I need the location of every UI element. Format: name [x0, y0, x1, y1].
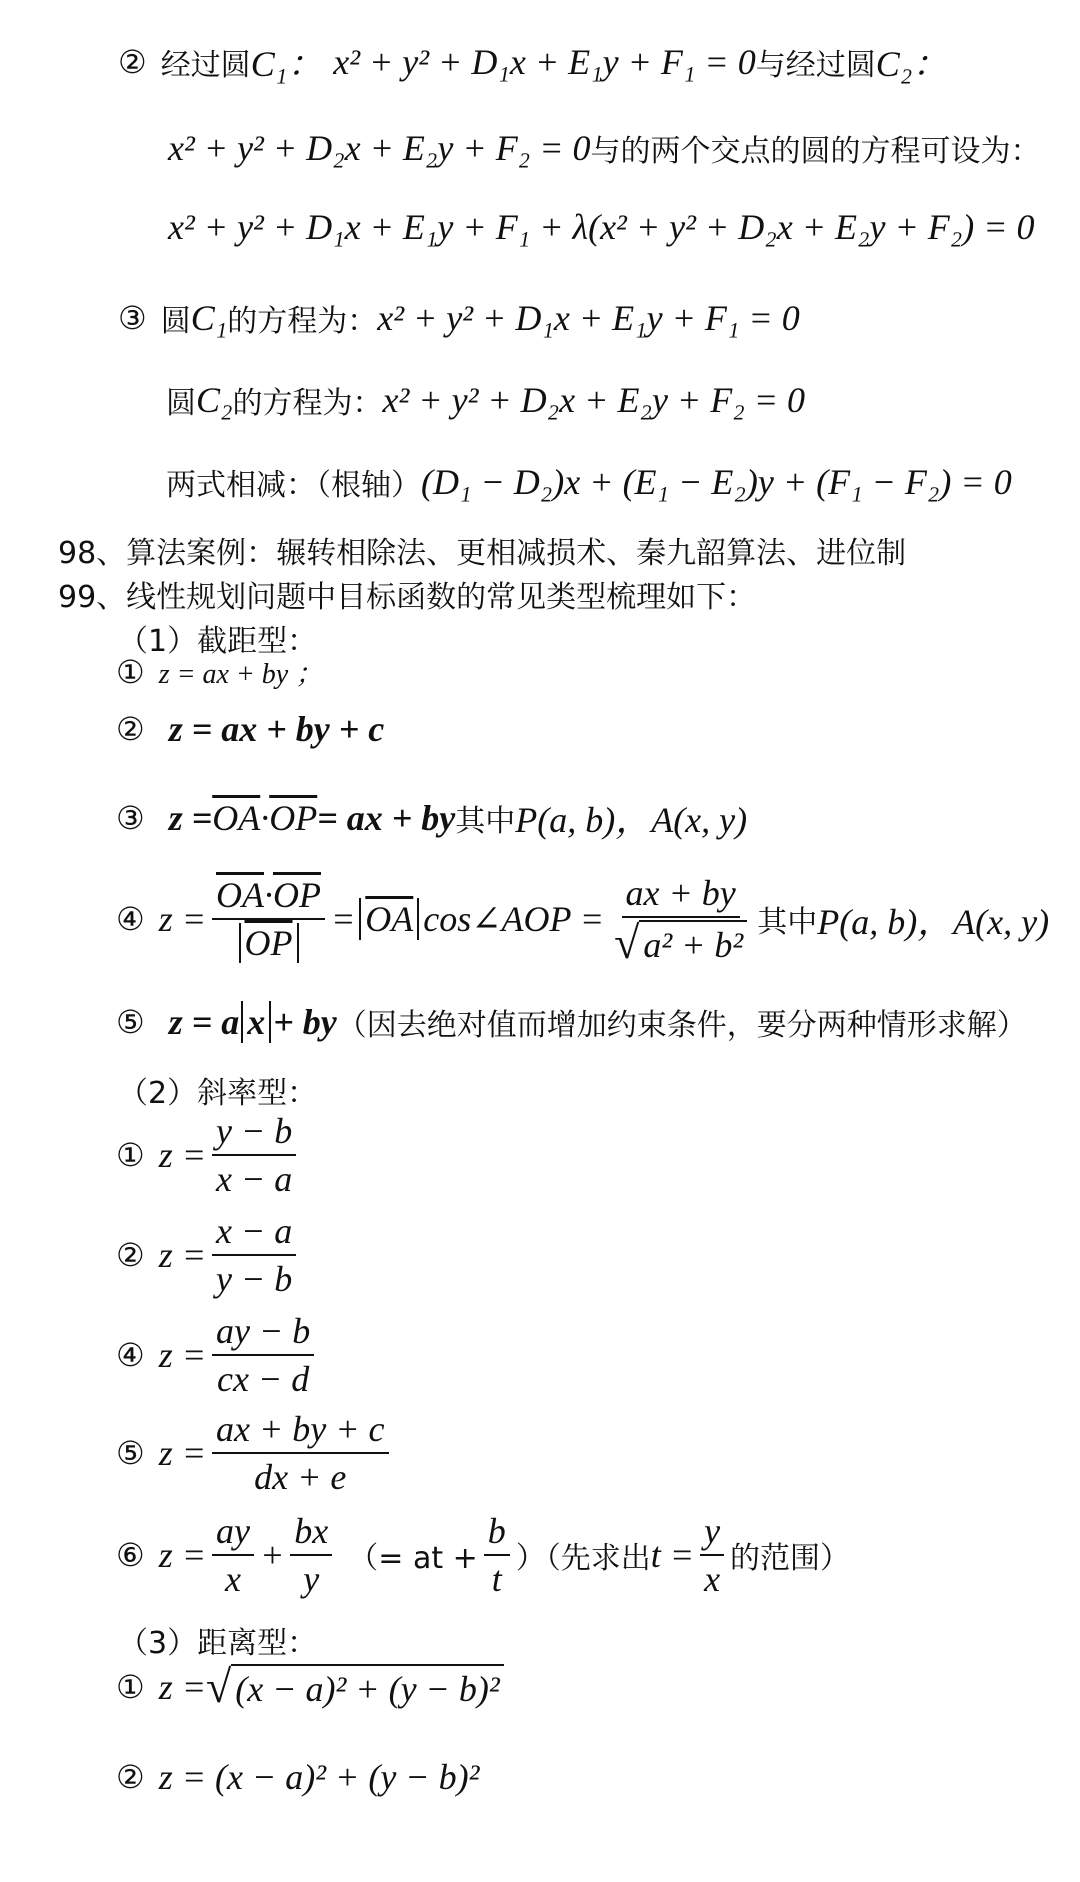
part2-formula1 [116, 1110, 302, 1200]
item-marker: ③ [118, 299, 147, 337]
vector-oa: $\overline{OA}$ [212, 797, 261, 838]
part3-formula2 [116, 1756, 479, 1798]
math: cos∠AOP = [423, 899, 605, 939]
text: 其中 [455, 803, 516, 839]
math: z = [158, 1535, 206, 1575]
math: · [260, 797, 270, 838]
fraction: $\frac{\overline{OA}\cdot\overline{OP}}{OP}$ [212, 874, 325, 964]
circle-item3-line3 [166, 460, 1012, 504]
math-equation: z = (x − a)² + (y − b)² [158, 1757, 480, 1797]
text: ）（先求出 [515, 1541, 651, 1576]
item-marker: ⑤ [116, 1434, 145, 1472]
circle-item2-line2 [168, 126, 1041, 170]
math-equation: x² + y² + D₂x + E₂y + F₂ = 0 [168, 128, 591, 168]
part2-formula2 [116, 1210, 302, 1300]
part1-formula5 [116, 1000, 1027, 1044]
fraction: ax + by √ a² + b² [610, 872, 751, 966]
math: z = [158, 1135, 206, 1175]
text: 圆 [160, 304, 191, 339]
fraction: $\frac{b}{t}$ [484, 1510, 510, 1600]
math-equation: (D₁ − D₂)x + (E₁ − E₂)y + (F₁ − F₂) = 0 [421, 462, 1012, 502]
text: （= at + [348, 1541, 478, 1576]
item-99: 99、线性规划问题中目标函数的常见类型梳理如下： [58, 580, 757, 615]
part1-formula1 [116, 652, 323, 692]
math-equation: z = ax + by ； [158, 659, 324, 690]
math: = ax + by [317, 797, 456, 838]
math: + by [273, 1002, 337, 1042]
part2-formula6 [116, 1510, 850, 1600]
circle-item3-line1 [118, 296, 800, 340]
item-marker: ④ [116, 1336, 145, 1374]
part3-title: （3）距离型： [118, 1626, 318, 1661]
part2-formula4 [116, 1310, 320, 1400]
text: 与的两个交点的圆的方程可设为： [590, 134, 1041, 169]
item-marker: ⑥ [116, 1536, 145, 1574]
math: C₁： [250, 44, 324, 84]
item-marker: ② [118, 42, 147, 81]
fraction: $\frac{y}{x}$ [700, 1510, 724, 1600]
item-marker: ③ [116, 798, 145, 837]
fraction: $\frac{bx}{y}$ [290, 1510, 332, 1600]
math-equation: z = ax + by + c [168, 709, 385, 749]
math: P(a, b)，A(x, y) [515, 800, 748, 840]
part1-formula2 [116, 708, 384, 750]
vector-op: $\overline{OP}$ [269, 797, 318, 838]
math-equation: x² + y² + D₁x + E₁y + F₁ = 0 [377, 298, 800, 338]
part2-formula5 [116, 1408, 395, 1498]
item-marker: ⑤ [116, 1003, 145, 1041]
text: 的方程为： [232, 386, 383, 421]
item-marker: ② [116, 710, 145, 748]
part1-formula3 [116, 792, 747, 843]
circle-item2-line3 [168, 206, 1035, 248]
circle-item2-line1 [118, 36, 948, 87]
text: 与经过圆 [755, 47, 876, 83]
math-equation: x² + y² + D₁x + E₁y + F₁ + λ(x² + y² + D₂x + E₂y + F₂) = 0 [168, 207, 1035, 247]
math: $\overline{OA}$ [359, 898, 419, 940]
text: 两式相减：（根轴） [166, 468, 421, 503]
part3-formula1 [116, 1661, 504, 1712]
math-equation: x² + y² + D₁x + E₁y + F₁ = 0 [333, 41, 756, 82]
item-marker: ① [116, 1136, 145, 1174]
sqrt: √ (x − a)² + (y − b)² [206, 1664, 504, 1710]
math: + [259, 1535, 285, 1575]
item-marker: ① [116, 1668, 145, 1706]
math: C₂： [875, 44, 949, 84]
item-98: 98、算法案例：辗转相除法、更相减损术、秦九韶算法、进位制 [58, 536, 907, 571]
math: z = [158, 1235, 206, 1275]
text: 其中 [757, 905, 818, 940]
text: 的范围） [730, 1541, 851, 1576]
math: z = [158, 1433, 206, 1473]
fraction: $\frac{ax + by + c}{dx + e}$ [212, 1408, 389, 1498]
item-marker: ② [116, 1236, 145, 1274]
part1-formula4 [116, 872, 1049, 966]
math: C₁ [190, 298, 228, 338]
math: = [331, 899, 356, 939]
text: （因去绝对值而增加约束条件，要分两种情形求解） [336, 1008, 1027, 1043]
circle-item3-line2 [166, 378, 805, 422]
math: P(a, b)，A(x, y) [817, 901, 1050, 942]
math-equation: x² + y² + D₂x + E₂y + F₂ = 0 [382, 380, 806, 420]
math: t = [650, 1535, 695, 1575]
part2-title: （2）斜率型： [118, 1076, 318, 1111]
item-marker: ① [116, 653, 145, 691]
text: 圆 [166, 386, 196, 421]
math: z = a [168, 1002, 240, 1042]
text: 经过圆 [160, 47, 251, 83]
fraction: $\frac{ay - b}{cx - d}$ [212, 1310, 314, 1400]
fraction: $\frac{x - a}{y - b}$ [212, 1210, 296, 1300]
part1-title: （1）截距型： [118, 624, 318, 659]
fraction: $\frac{y - b}{x - a}$ [212, 1110, 296, 1200]
text: 的方程为： [227, 304, 378, 339]
fraction: $\frac{ay}{x}$ [212, 1510, 254, 1600]
math: z = [168, 797, 213, 838]
math: z = [158, 1667, 206, 1707]
item-marker: ④ [116, 900, 145, 938]
math: z = [158, 899, 206, 939]
math: C₂ [196, 380, 233, 420]
item-marker: ② [116, 1758, 145, 1796]
math: x [241, 1001, 271, 1043]
math: z = [158, 1335, 206, 1375]
